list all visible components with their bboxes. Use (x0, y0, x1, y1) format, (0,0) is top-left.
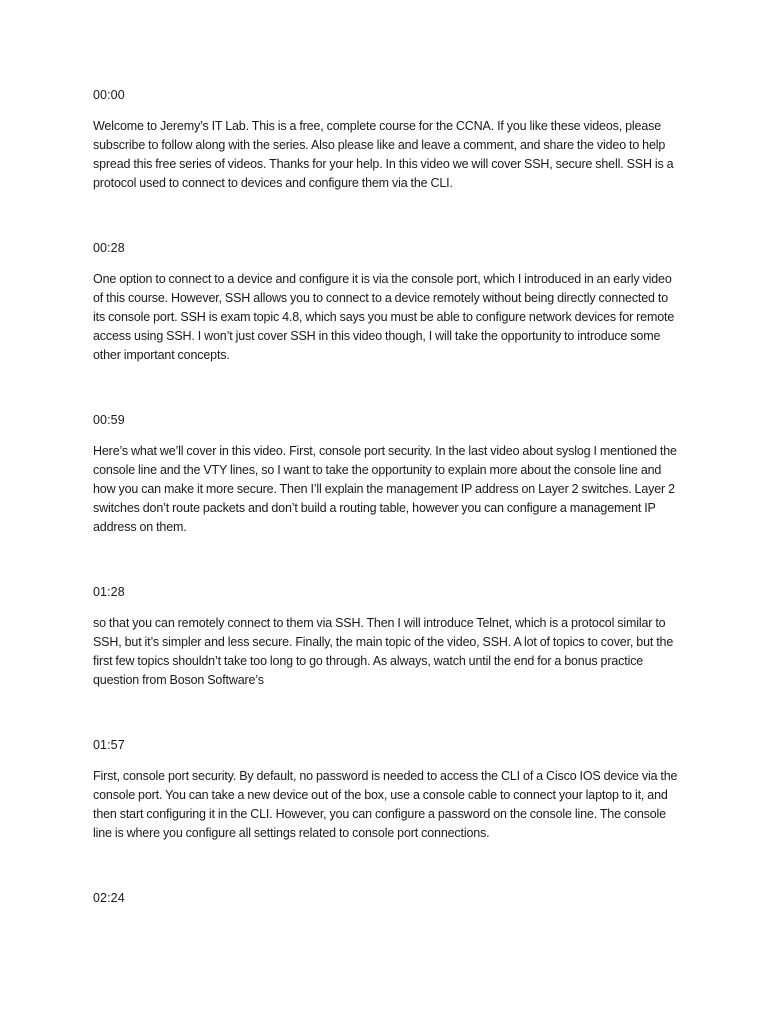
transcript-paragraph: Welcome to Jeremy’s IT Lab. This is a free, complete course for the CCNA. If you like these videos, please subscribe to follow along with the series. Also please like and leave a comment, and share the video to help spread this free series of videos. Thanks for your help. In this video we will cover SSH, secure shell. SSH is a protocol used to connect to devices and configure them via the CLI. (93, 119, 674, 190)
timestamp: 01:28 (93, 585, 125, 599)
transcript-paragraph: First, console port security. By default, no password is needed to access the CLI of a Cisco IOS device via the console port. You can take a new device out of the box, use a console cable to connect your laptop to it, and then start configuring it in the CLI. However, you can configure a password on the console line. The console line is where you configure all settings related to console port connections. (93, 769, 678, 840)
transcript-paragraph: so that you can remotely connect to them via SSH. Then I will introduce Telnet, which is a protocol similar to SSH, but it’s simpler and less secure. Finally, the main topic of the video, SSH. A lot of topics to cover, but the first few topics shouldn’t take too long to go through. As always, watch until the end for a bonus practice question from Boson Software’s (93, 616, 674, 687)
transcript-segment (93, 889, 678, 908)
timestamp: 01:57 (93, 738, 125, 752)
transcript-paragraph: One option to connect to a device and configure it is via the console port, which I introduced in an early video of this course. However, SSH allows you to connect to a device remotely without being directly connected to its console port. SSH is exam topic 4.8, which says you must be able to configure network devices for remote access using SSH. I won’t just cover SSH in this video though, I will take the opportunity to introduce some other important concepts. (93, 272, 675, 362)
timestamp: 00:28 (93, 241, 125, 255)
timestamp: 00:00 (93, 88, 125, 102)
timestamp: 00:59 (93, 413, 125, 427)
transcript-segment (93, 86, 678, 193)
timestamp: 02:24 (93, 891, 125, 905)
transcript-body (93, 86, 678, 954)
transcript-paragraph: Here’s what we’ll cover in this video. First, console port security. In the last video about syslog I mentioned the console line and the VTY lines, so I want to take the opportunity to explain more about the console line and how you can make it more secure. Then I’ll explain the management IP address on Layer 2 switches. Layer 2 switches don’t route packets and don’t build a routing table, however you can configure a management IP address on them. (93, 444, 677, 534)
transcript-segment (93, 411, 678, 537)
transcript-segment (93, 583, 678, 690)
transcript-segment (93, 239, 678, 365)
transcript-segment (93, 736, 678, 843)
